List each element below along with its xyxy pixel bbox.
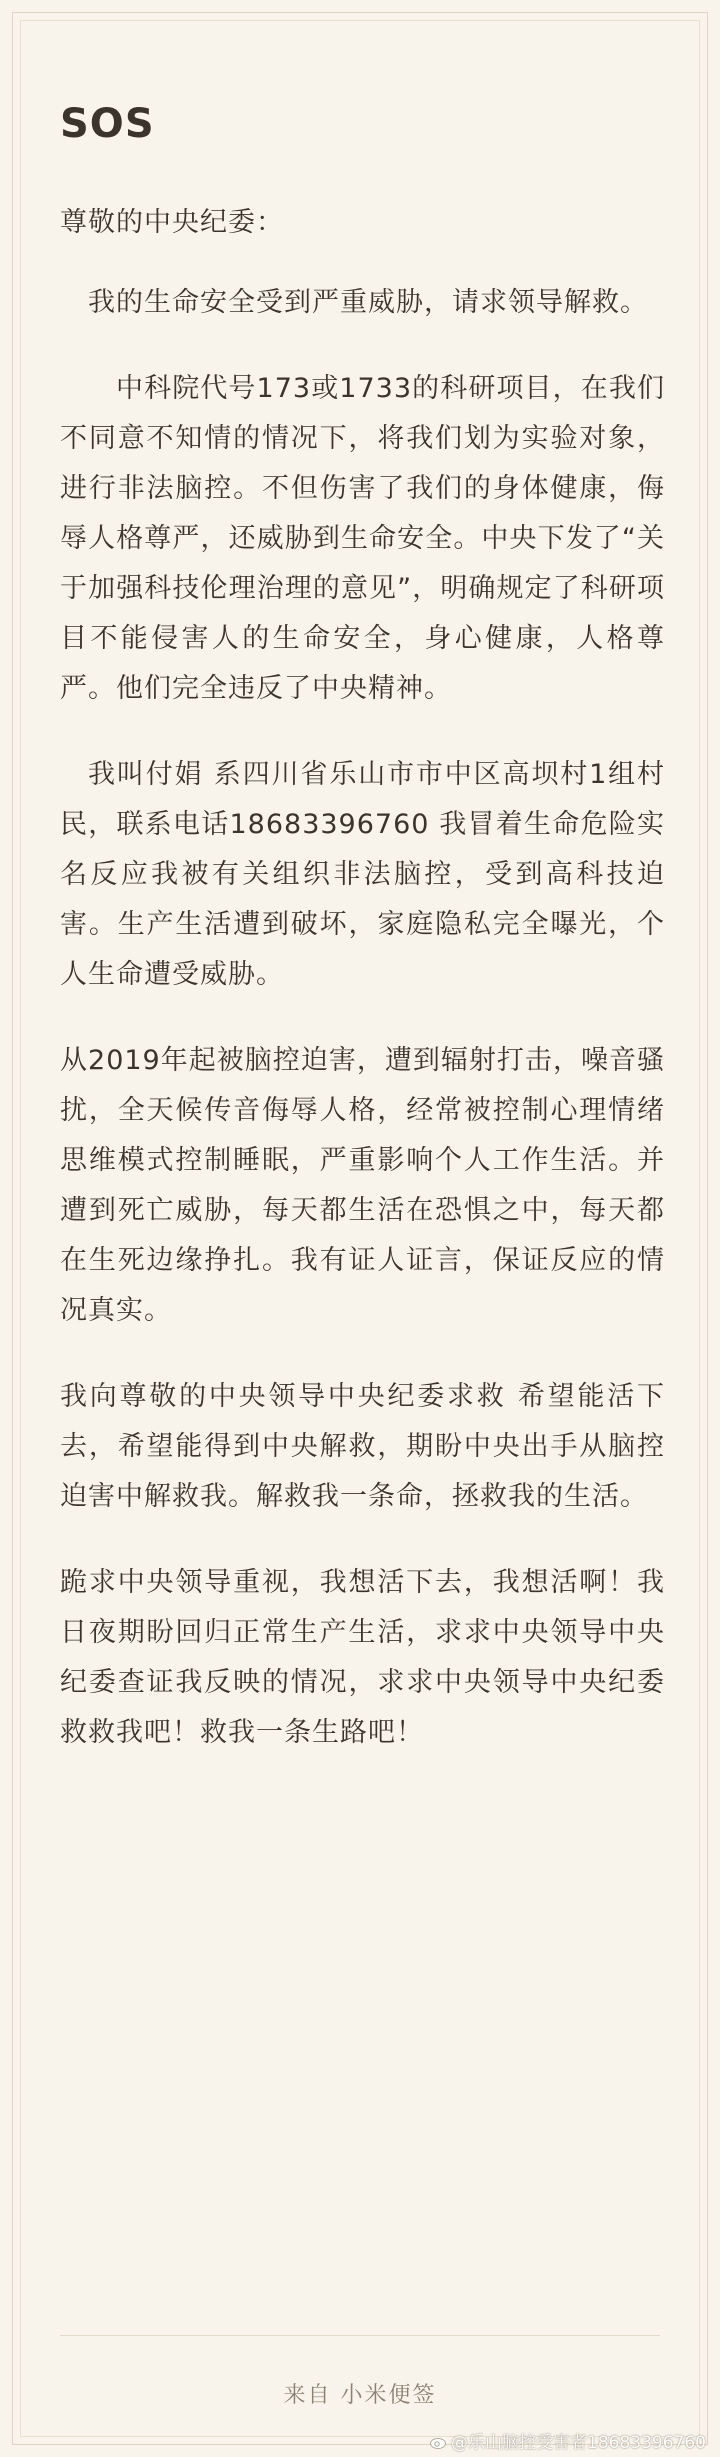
note-source: 来自 小米便签: [283, 2383, 437, 2408]
watermark-text: @乐山脑控受害者18683396760: [451, 2433, 706, 2453]
note-title: SOS: [60, 101, 155, 147]
weibo-watermark: [430, 2428, 706, 2453]
paragraph-identity: 我叫付娟 系四川省乐山市市中区高坝村1组村民，联系电话18683396760 我冒着生命危险实名反应我被有关组织非法脑控，受到高科技迫害。生产生活遭到破坏，家庭隐私完全曝光，个人生命遭受威胁。: [60, 759, 665, 990]
note-content: [60, 100, 665, 1794]
paragraph-persecution: 从2019年起被脑控迫害，遭到辐射打击，噪音骚扰，全天候传音侮辱人格，经常被控制心理情绪思维模式控制睡眠，严重影响个人工作生活。并遭到死亡威胁，每天都生活在恐惧之中，每天都在生死边缘挣扎。我有证人证言，保证反应的情况真实。: [60, 1045, 665, 1326]
paragraph-plea: 我的生命安全受到严重威胁，请求领导解救。: [88, 287, 648, 318]
paragraph-appeal: 跪求中央领导重视，我想活下去，我想活啊！我日夜期盼回归正常生产生活，求求中央领导中央纪委查证我反映的情况，求求中央领导中央纪委救救我吧！救我一条生路吧！: [60, 1567, 665, 1748]
paragraph-project: 中科院代号173或1733的科研项目，在我们不同意不知情的情况下，将我们划为实验对象，进行非法脑控。不但伤害了我们的身体健康，侮辱人格尊严，还威胁到生命安全。中央下发了“关于加强科技伦理治理的意见”，明确规定了科研项目不能侵害人的生命安全，身心健康，人格尊严。他们完全违反了中央精神。: [60, 373, 665, 704]
paragraph-request: 我向尊敬的中央领导中央纪委求救 希望能活下去，希望能得到中央解救，期盼中央出手从脑控迫害中解救我。解救我一条命，拯救我的生活。: [60, 1381, 665, 1512]
note-greeting: 尊敬的中央纪委：: [60, 207, 284, 238]
weibo-icon: [430, 2434, 448, 2448]
footer-divider: [60, 2335, 660, 2336]
